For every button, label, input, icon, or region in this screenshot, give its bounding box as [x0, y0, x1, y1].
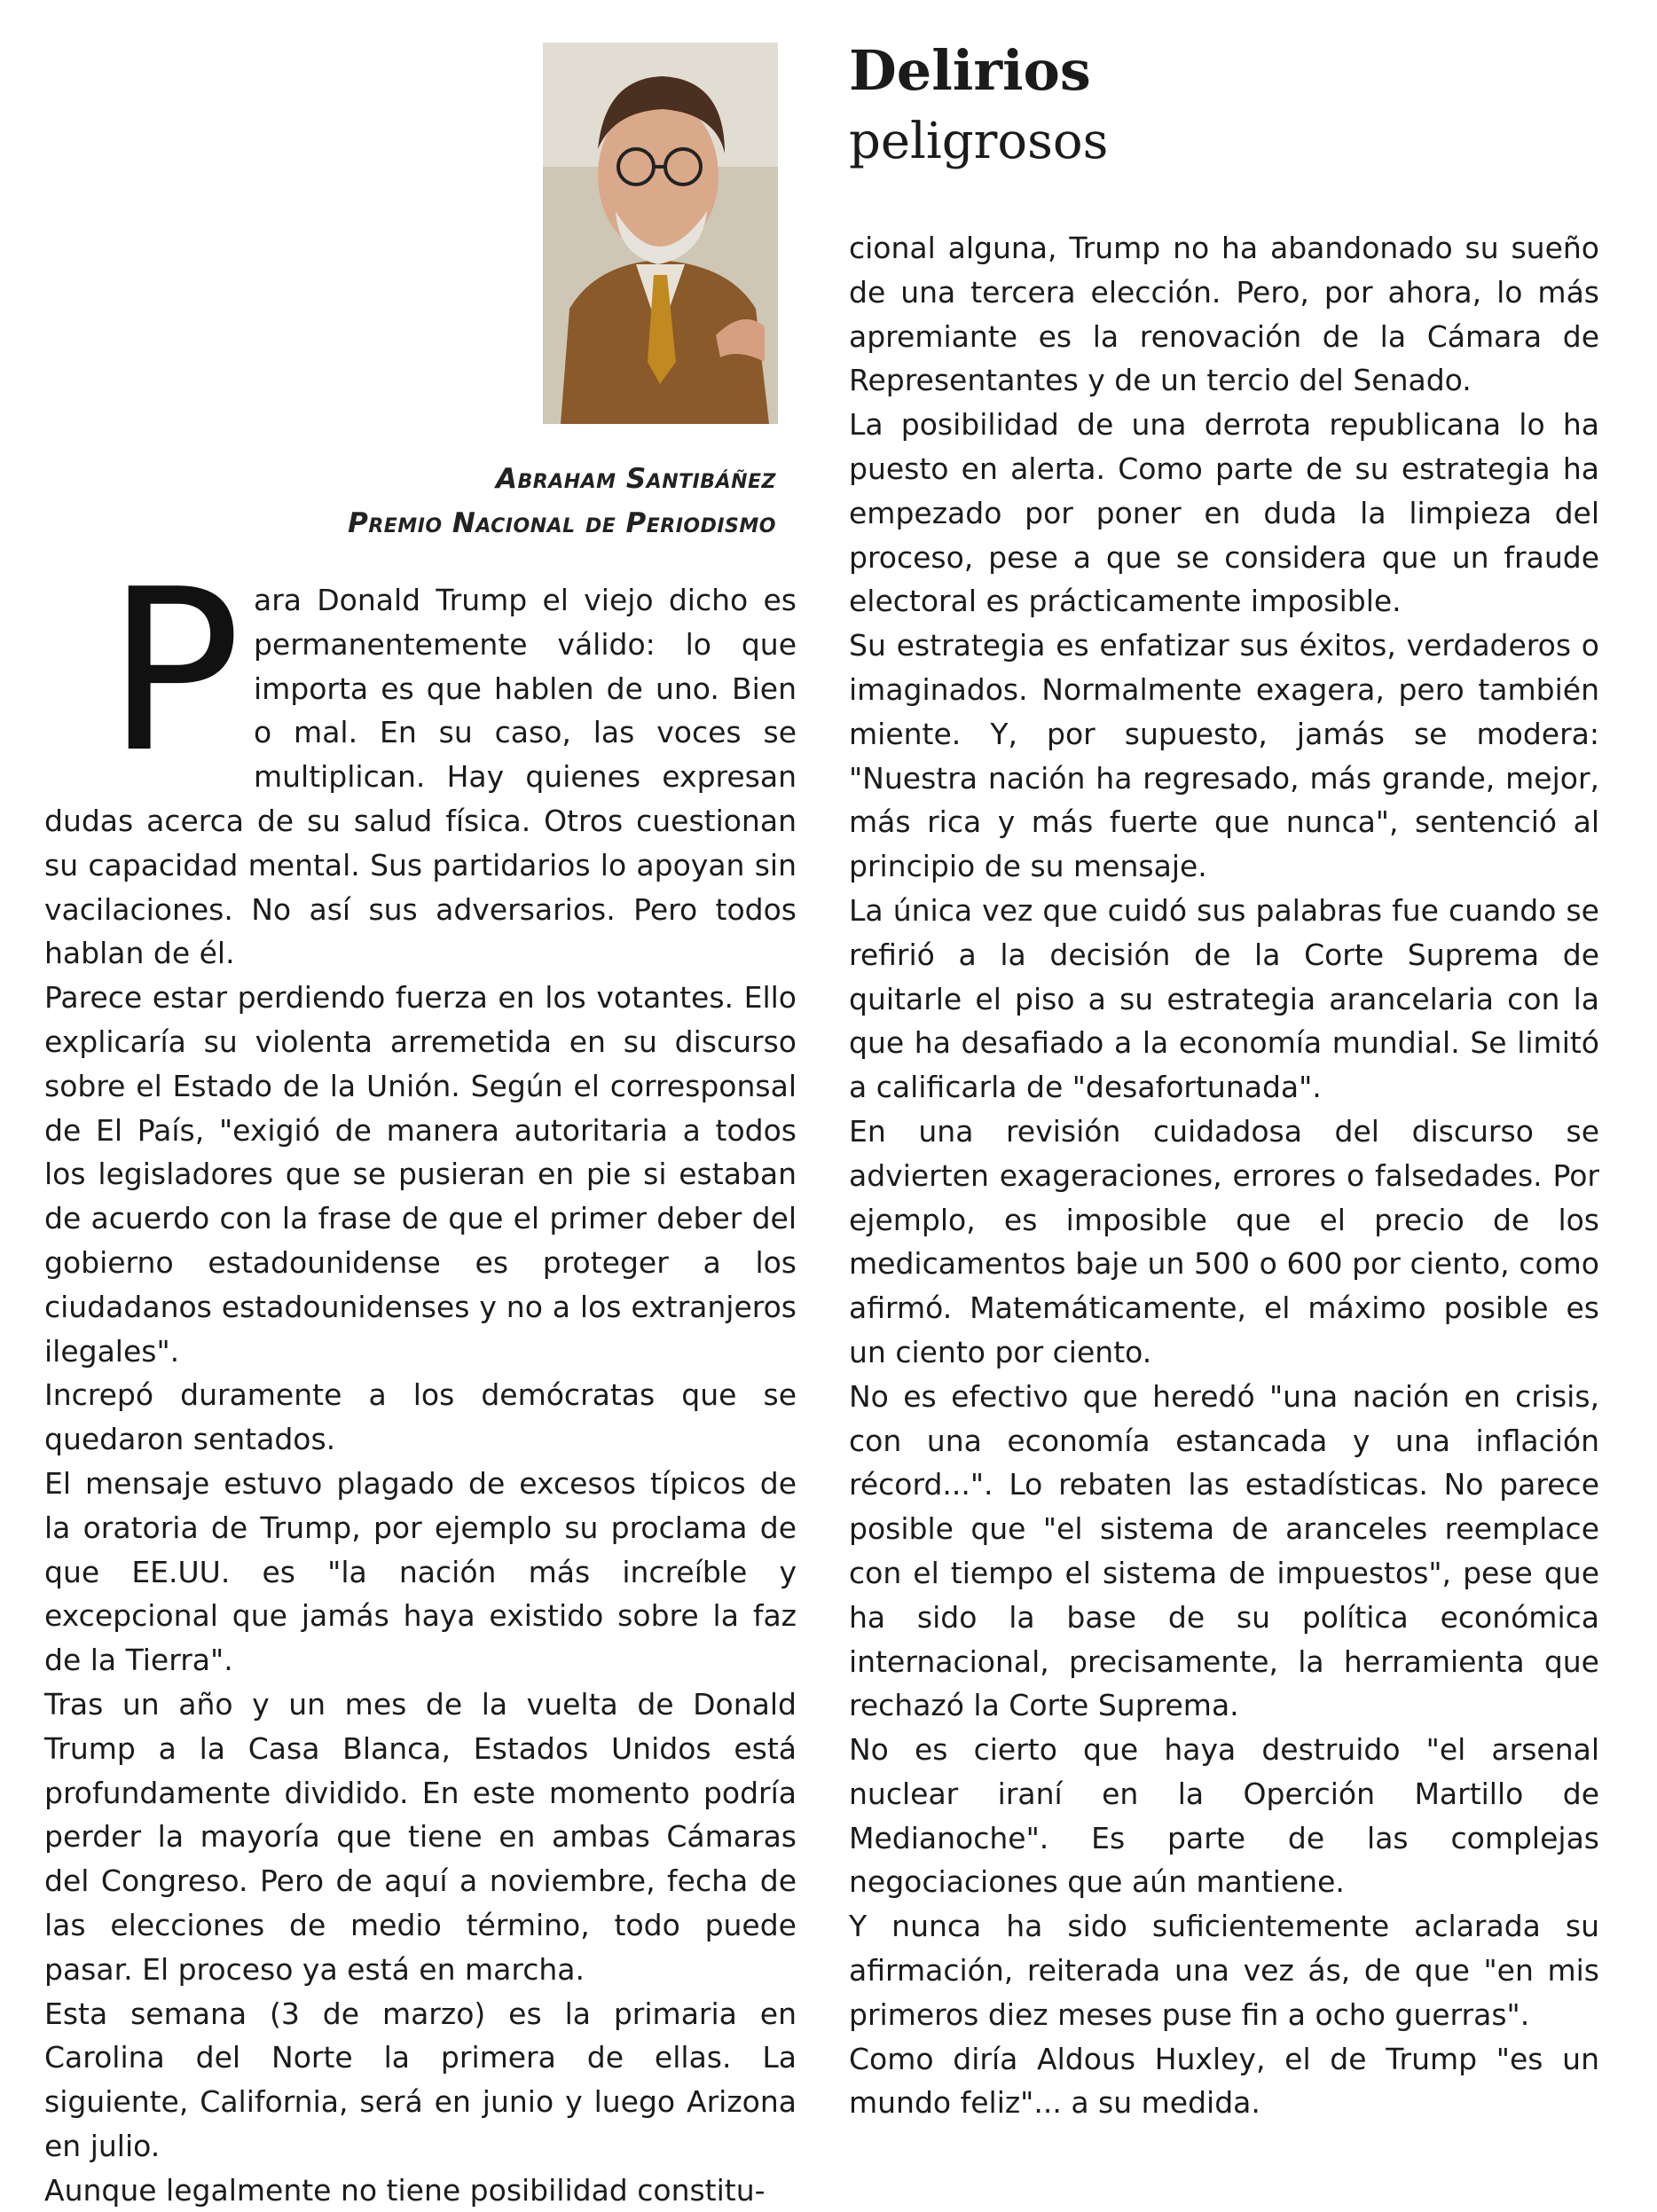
paragraph: Su estrategia es enfatizar sus éxitos, verdaderos o imaginados. Normalmente exagera, pero también miente. Y, por supuesto, jamás se modera: "Nuestra nación ha regresado, más grande, mejor, más rica y más fuerte que nunca", sentenció al principio de su mensaje.	[849, 628, 1599, 884]
paragraph: No es efectivo que heredó "una nación en crisis, con una economía estancada y una inflación récord...". Lo rebaten las estadísticas. No parece posible que "el sistema de aranceles reemplace con el tiempo el sistema de impuestos", pese que ha sido la base de su política económica internacional, precisamente, la herramienta que rechazó la Corte Suprema.	[849, 1378, 1599, 1723]
paragraph: Parece estar perdiendo fuerza en los votantes. Ello explicaría su violenta arremetida en su discurso sobre el Estado de la Unión. Según el corresponsal de El País, "exigió de manera autoritaria a todos los legisladores que se pusieran en pie si estaban de acuerdo con la frase de que el primer deber del gobierno estadounidense es proteger a los ciudadanos estadounidenses y no a los extranjeros ilegales".	[44, 980, 797, 1369]
paragraph: La posibilidad de una derrota republicana lo ha puesto en alerta. Como parte de su estrategia ha empezado por poner en duda la limpieza del proceso, pese a que se considera que un fraude electoral es prácticamente imposible.	[849, 407, 1599, 619]
author-title: Premio Nacional de Periodismo	[348, 507, 776, 539]
author-portrait-image	[543, 43, 778, 424]
title-line-1: Delirios	[849, 38, 1091, 103]
paragraph: Increpó duramente a los demócratas que se quedaron sentados.	[44, 1377, 797, 1457]
paragraph: Aunque legalmente no tiene posibilidad constitu-	[44, 2172, 766, 2208]
paragraph: No es cierto que haya destruido "el arsenal nuclear iraní en la Operción Martillo de Medianoche". Es parte de las complejas negociaciones que aún mantiene.	[849, 1732, 1599, 1900]
drop-cap: P	[106, 542, 241, 802]
paragraph: La única vez que cuidó sus palabras fue cuando se refirió a la decisión de la Corte Suprema de quitarle el piso a su estrategia arancelaria con la que ha desafiado a la economía mundial. Se limitó a calificarla de "desafortunada".	[849, 892, 1599, 1105]
right-column	[849, 226, 1599, 2125]
paragraph: Y nunca ha sido suficientemente aclarada su afirmación, reiterada una vez ás, de que "en mis primeros diez meses puse fin a ocho guerras".	[849, 1909, 1599, 2032]
left-column	[44, 542, 797, 2212]
author-photo	[543, 43, 778, 424]
paragraph: cional alguna, Trump no ha abandonado su sueño de una tercera elección. Pero, por ahora, lo más apremiante es la renovación de la Cámara de Representantes y de un tercio del Senado.	[849, 231, 1599, 398]
title-line-2: peligrosos	[849, 113, 1109, 170]
article-title	[849, 35, 1108, 177]
paragraph: Esta semana (3 de marzo) es la primaria en Carolina del Norte la primera de ellas. La siguiente, California, será en junio y luego Arizona en julio.	[44, 1996, 797, 2163]
author-name: Abraham Santibáñez	[496, 463, 776, 495]
paragraph: ara Donald Trump el viejo dicho es permanentemente válido: lo que importa es que hablen de uno. Bien o mal. En su caso, las voces se multiplican. Hay quienes expresan dudas acerca de su salud física. Otros cuestionan su capacidad mental. Sus partidarios lo apoyan sin vacilaciones. No así sus adversarios. Pero todos hablan de él.	[44, 583, 797, 971]
byline	[348, 457, 776, 545]
paragraph: El mensaje estuvo plagado de excesos típicos de la oratoria de Trump, por ejemplo su proclama de que EE.UU. es "la nación más increíble y excepcional que jamás haya existido sobre la faz de la Tierra".	[44, 1465, 797, 1678]
paragraph: En una revisión cuidadosa del discurso se advierten exageraciones, errores o falsedades. Por ejemplo, es imposible que el precio de los medicamentos baje un 500 o 600 por ciento, como afirmó. Matemáticamente, el máximo posible es un ciento por ciento.	[849, 1113, 1599, 1369]
paragraph: Tras un año y un mes de la vuelta de Donald Trump a la Casa Blanca, Estados Unidos está profundamente dividido. En este momento podría perder la mayoría que tiene en ambas Cámaras del Congreso. Pero de aquí a noviembre, fecha de las elecciones de medio término, todo puede pasar. El proceso ya está en marcha.	[44, 1686, 797, 1987]
paragraph: Como diría Aldous Huxley, el de Trump "es un mundo feliz"... a su medida.	[849, 2041, 1599, 2121]
